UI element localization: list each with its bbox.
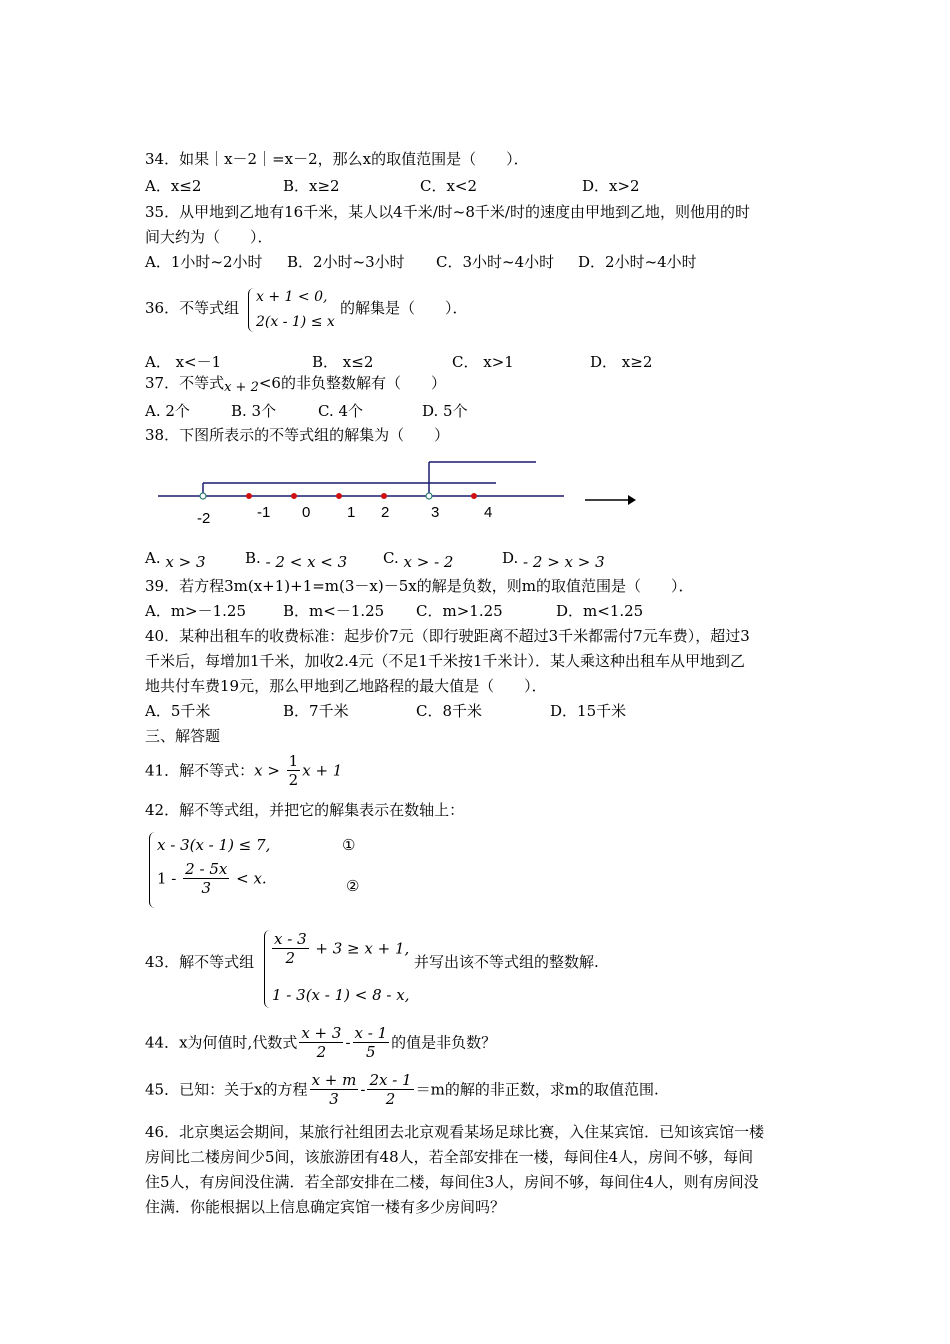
q36-row1: x + 1 < 0, bbox=[256, 289, 328, 305]
row2-post: < x. bbox=[236, 869, 267, 888]
fraction-numerator: 2 - 5x bbox=[185, 860, 228, 878]
option-expr: x > - 2 bbox=[403, 553, 454, 571]
fraction-denominator: 2 bbox=[288, 771, 299, 789]
q36-brace bbox=[248, 288, 255, 332]
q41-fraction bbox=[287, 752, 301, 789]
q46-line4: 住满．你能根据以上信息确定宾馆一楼有多少房间吗？ bbox=[145, 1198, 506, 1216]
fraction-denominator: 3 bbox=[329, 1090, 339, 1108]
q38-number-line bbox=[150, 455, 650, 530]
q40-option-d: D．15千米 bbox=[550, 702, 627, 720]
fraction-denominator: 5 bbox=[366, 1043, 376, 1061]
q43-fraction bbox=[272, 930, 309, 967]
q44-fraction-1 bbox=[299, 1024, 343, 1061]
q34-option-a: A．x≤2 bbox=[145, 177, 202, 195]
q36-suffix: 的解集是（ ）． bbox=[340, 299, 468, 317]
point-1 bbox=[336, 493, 342, 499]
point-neg1 bbox=[246, 493, 252, 499]
q42-stem: 42．解不等式组，并把它的解集表示在数轴上： bbox=[145, 801, 465, 819]
fraction-numerator: 1 bbox=[288, 752, 299, 770]
q42-brace bbox=[149, 832, 157, 908]
q45-prefix: 45．已知：关于x的方程 bbox=[145, 1080, 308, 1099]
q45-suffix: ＝m的解的非正数，求m的取值范围. bbox=[415, 1080, 659, 1099]
q43-prefix: 43．解不等式组 bbox=[145, 953, 255, 971]
q40-line3: 地共付车费19元，那么甲地到乙地路程的最大值是（ ）． bbox=[145, 677, 547, 695]
q43-row2: 1 - 3(x - 1) < 8 - x, bbox=[272, 986, 410, 1004]
option-letter: D. bbox=[502, 549, 519, 567]
q45-fraction-1 bbox=[310, 1071, 359, 1108]
q42-mark1: ① bbox=[342, 836, 356, 854]
fraction-denominator: 2 bbox=[385, 1090, 396, 1108]
fraction-numerator: x + 3 bbox=[301, 1024, 342, 1042]
q42-row1: x - 3(x - 1) ≤ 7, bbox=[157, 836, 271, 854]
q38-option-b bbox=[245, 548, 348, 571]
q44-prefix: 44．x为何值时,代数式 bbox=[145, 1033, 298, 1052]
fraction-numerator: x + m bbox=[311, 1071, 357, 1089]
tick-label: 1 bbox=[347, 504, 356, 521]
q44-suffix: 的值是非负数？ bbox=[391, 1033, 497, 1052]
q35-option-c: C．3小时~4小时 bbox=[436, 253, 555, 271]
q41-lhs: x > bbox=[254, 761, 280, 780]
q43-row1 bbox=[270, 930, 409, 967]
q37-prefix: 37．不等式 bbox=[145, 374, 225, 392]
q37-suffix: <6的非负整数解有（ ） bbox=[258, 374, 446, 392]
q36-option-a: A． x<－1 bbox=[145, 353, 222, 371]
q36-option-b: B． x≤2 bbox=[312, 353, 374, 371]
q35-line2: 间大约为（ ）． bbox=[145, 228, 273, 246]
q38-option-a bbox=[145, 548, 206, 571]
q35-option-a: A．1小时~2小时 bbox=[145, 253, 263, 271]
option-expr: - 2 < x < 3 bbox=[265, 553, 348, 571]
fraction-numerator: x - 3 bbox=[274, 930, 307, 948]
q39-option-a: A．m>－1.25 bbox=[145, 602, 247, 620]
option-expr: - 2 > x > 3 bbox=[523, 553, 605, 571]
q40-line2: 千米后，每增加1千米，加收2.4元（不足1千米按1千米计）．某人乘这种出租车从甲地到乙 bbox=[145, 652, 745, 670]
q46-line2: 房间比二楼房间少5间，该旅游团有48人，若全部安排在一楼，每间住4人，房间不够，每间 bbox=[145, 1148, 754, 1166]
q39-option-d: D．m<1.25 bbox=[556, 602, 644, 620]
point-2 bbox=[381, 493, 387, 499]
option-expr: x > 3 bbox=[165, 553, 206, 571]
q39-option-c: C．m>1.25 bbox=[416, 602, 503, 620]
section-heading: 三、解答题 bbox=[145, 727, 221, 745]
q39-option-b: B．m<－1.25 bbox=[283, 602, 385, 620]
q37-expr: x + 2 bbox=[224, 380, 259, 395]
tick-label: 2 bbox=[381, 504, 390, 521]
q35-line1: 35．从甲地到乙地有16千米，某人以4千米/时~8千米/时的速度由甲地到乙地，则他用的时 bbox=[145, 203, 750, 221]
q42-row2 bbox=[157, 860, 267, 897]
q46-line3: 住5人，有房间没住满．若全部安排在二楼，每间住3人，房间不够，每间住4人，则有房间没 bbox=[145, 1173, 759, 1191]
q36-option-c: C． x>1 bbox=[452, 353, 514, 371]
q36-row2: 2(x - 1) ≤ x bbox=[256, 314, 335, 330]
q41-prefix: 41．解不等式： bbox=[145, 761, 255, 780]
option-letter: A. bbox=[145, 549, 161, 567]
tick-label: 0 bbox=[302, 504, 311, 521]
q43-suffix: 并写出该不等式组的整数解. bbox=[414, 953, 599, 971]
q37-option-b: B. 3个 bbox=[231, 402, 277, 420]
row1-post: + 3 ≥ x + 1, bbox=[315, 939, 410, 958]
fraction-numerator: 2x - 1 bbox=[369, 1071, 412, 1089]
q34-option-c: C．x<2 bbox=[420, 177, 478, 195]
q42-mark2: ② bbox=[346, 877, 360, 895]
q41-rest: x + 1 bbox=[302, 761, 343, 780]
q34-stem: 34．如果｜x－2｜=x－2，那么x的取值范围是（ ）． bbox=[145, 150, 529, 168]
q38-option-c bbox=[383, 548, 454, 571]
q37-line bbox=[145, 373, 446, 395]
fraction-denominator: 3 bbox=[201, 879, 212, 897]
q44-line bbox=[145, 1024, 496, 1061]
q35-option-d: D．2小时~4小时 bbox=[578, 253, 697, 271]
point-neg2-open bbox=[200, 493, 206, 499]
q38-stem: 38．下图所表示的不等式组的解集为（ ） bbox=[145, 426, 450, 444]
axis-arrow-head bbox=[628, 495, 636, 505]
q37-option-d: D. 5个 bbox=[422, 402, 468, 420]
q39-stem: 39．若方程3m(x+1)+1=m(3－x)－5x的解是负数，则m的取值范围是（ ）． bbox=[145, 577, 694, 595]
q40-option-b: B．7千米 bbox=[283, 702, 349, 720]
q44-operator: - bbox=[345, 1033, 351, 1052]
tick-label: 3 bbox=[431, 504, 440, 521]
tick-label: -1 bbox=[257, 504, 271, 521]
q36-option-d: D． x≥2 bbox=[590, 353, 653, 371]
point-0 bbox=[291, 493, 297, 499]
fraction-denominator: 2 bbox=[316, 1043, 327, 1061]
point-3-open bbox=[426, 493, 432, 499]
row2-pre: 1 - bbox=[157, 869, 177, 888]
tick-label: 4 bbox=[484, 504, 493, 521]
q42-fraction bbox=[183, 860, 229, 897]
q40-option-c: C．8千米 bbox=[416, 702, 483, 720]
point-4 bbox=[471, 493, 477, 499]
q44-fraction-2 bbox=[353, 1024, 390, 1061]
q38-option-d bbox=[502, 548, 605, 571]
q45-fraction-2 bbox=[367, 1071, 413, 1108]
fraction-denominator: 2 bbox=[285, 949, 296, 967]
option-letter: C. bbox=[383, 549, 399, 567]
q37-option-a: A. 2个 bbox=[145, 402, 190, 420]
q45-line bbox=[145, 1071, 659, 1108]
q41-line bbox=[145, 752, 342, 789]
q34-option-d: D．x>2 bbox=[582, 177, 640, 195]
tick-label: -2 bbox=[197, 510, 211, 527]
q37-option-c: C. 4个 bbox=[318, 402, 364, 420]
option-letter: B. bbox=[245, 549, 261, 567]
q40-option-a: A．5千米 bbox=[145, 702, 211, 720]
q34-option-b: B．x≥2 bbox=[283, 177, 340, 195]
fraction-numerator: x - 1 bbox=[354, 1024, 388, 1042]
q40-line1: 40．某种出租车的收费标准：起步价7元（即行驶距离不超过3千米都需付7元车费），超过3 bbox=[145, 627, 750, 645]
q45-operator: - bbox=[360, 1080, 366, 1099]
q35-option-b: B．2小时~3小时 bbox=[287, 253, 405, 271]
q36-prefix: 36．不等式组 bbox=[145, 299, 240, 317]
q46-line1: 46．北京奥运会期间，某旅行社组团去北京观看某场足球比赛，入住某宾馆．已知该宾馆一楼 bbox=[145, 1123, 765, 1141]
